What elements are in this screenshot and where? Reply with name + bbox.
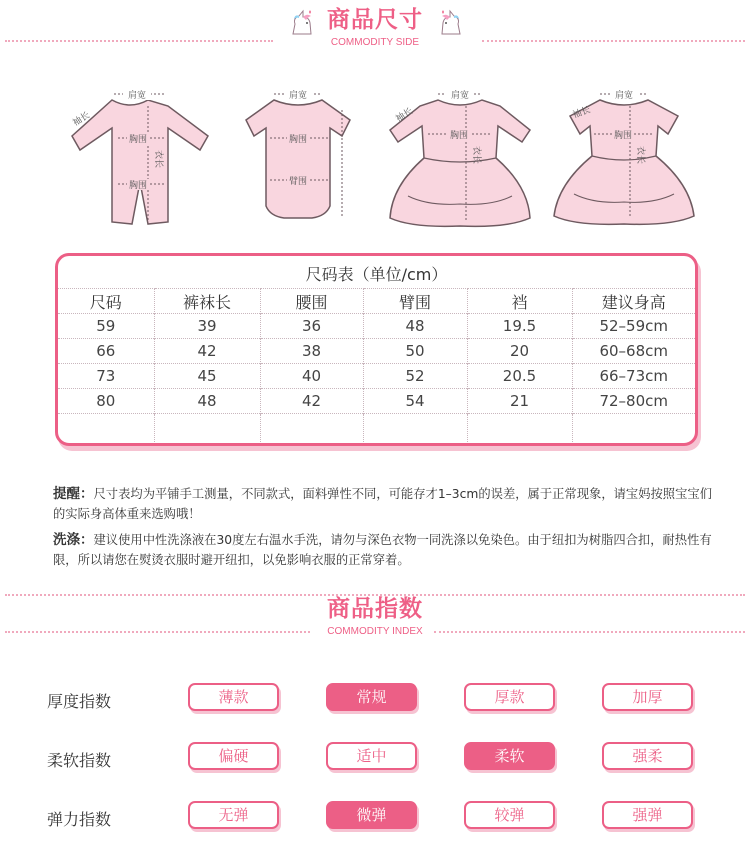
reminder-note <box>53 484 713 524</box>
long-sleeve-dress-diagram <box>388 86 533 236</box>
table-cell: 42 <box>260 389 363 414</box>
index-section-header <box>0 590 750 637</box>
table-cell: 66 <box>58 339 154 364</box>
waist-label: 胸围 <box>128 181 148 191</box>
table-cell: 60–68cm <box>572 339 695 364</box>
shoulder-label: 肩宽 <box>450 91 470 101</box>
column-header: 裆 <box>467 289 572 314</box>
size-chart-header-row <box>58 289 695 314</box>
empty-cell <box>260 414 363 442</box>
table-cell: 54 <box>363 389 467 414</box>
table-cell: 73 <box>58 364 154 389</box>
table-row <box>58 364 695 389</box>
shoulder-label: 肩宽 <box>288 91 308 101</box>
column-header: 腰围 <box>260 289 363 314</box>
table-row <box>58 389 695 414</box>
thickness-option-regular: 常规 <box>326 683 417 711</box>
long-sleeve-romper-diagram <box>60 86 220 236</box>
empty-table-row <box>58 414 695 442</box>
softness-option-medium: 适中 <box>326 742 417 770</box>
index-section-subtitle: COMMODITY INDEX <box>327 626 423 637</box>
column-header: 裤袜长 <box>154 289 260 314</box>
table-cell: 52–59cm <box>572 314 695 339</box>
wash-label: 洗涤： <box>53 532 94 548</box>
index-section-title: 商品指数 <box>327 596 423 622</box>
sleeve-label: 袖长 <box>71 110 92 129</box>
table-cell: 40 <box>260 364 363 389</box>
size-section-title: 商品尺寸 <box>327 7 423 33</box>
table-cell: 52 <box>363 364 467 389</box>
chest-label: 胸围 <box>613 131 633 141</box>
size-section-header <box>0 1 750 48</box>
shoulder-label: 肩宽 <box>127 91 147 101</box>
thickness-option-thick: 厚款 <box>464 683 555 711</box>
wash-text: 建议使用中性洗涤液在30度左右温水手洗，请勿与深色衣物一同洗涤以免染色。由于纽扣为树脂四合扣，耐热性有限，所以请您在熨烫衣服时避开纽扣，以免影响衣服的正常穿着。 <box>53 533 712 567</box>
column-header: 建议身高 <box>572 289 695 314</box>
table-cell: 48 <box>363 314 467 339</box>
short-sleeve-romper-diagram <box>244 86 354 226</box>
chest-label: 胸围 <box>128 135 148 145</box>
softness-option-very-soft: 强柔 <box>602 742 693 770</box>
table-cell: 72–80cm <box>572 389 695 414</box>
table-cell: 20.5 <box>467 364 572 389</box>
length-label: 衣长 <box>153 150 163 169</box>
reminder-text: 尺寸表均为平铺手工测量，不同款式，面料弹性不同，可能存才1–3cm的误差，属于正常现象，请宝妈按照宝宝们的实际身高体重来选购哦！ <box>53 487 712 521</box>
elasticity-option-strong: 强弹 <box>602 801 693 829</box>
shoulder-label: 肩宽 <box>614 91 634 101</box>
size-chart-table <box>58 288 695 442</box>
empty-cell <box>154 414 260 442</box>
elasticity-index-label: 弹力指数 <box>47 810 112 829</box>
empty-cell <box>363 414 467 442</box>
softness-index-row <box>0 742 750 776</box>
size-chart-caption: 尺码表（单位/cm） <box>305 265 448 284</box>
table-cell: 48 <box>154 389 260 414</box>
chest-label: 胸围 <box>449 131 469 141</box>
thickness-option-thin: 薄款 <box>188 683 279 711</box>
short-sleeve-dress-diagram <box>552 86 697 236</box>
elasticity-index-row <box>0 801 750 835</box>
table-cell: 38 <box>260 339 363 364</box>
table-cell: 39 <box>154 314 260 339</box>
size-chart-card <box>55 253 698 446</box>
chest-label: 胸围 <box>288 135 308 145</box>
elasticity-option-moderate: 较弹 <box>464 801 555 829</box>
empty-cell <box>467 414 572 442</box>
washing-note <box>53 530 713 570</box>
table-cell: 20 <box>467 339 572 364</box>
size-section-subtitle: COMMODITY SIDE <box>330 37 420 48</box>
table-cell: 45 <box>154 364 260 389</box>
table-row <box>58 339 695 364</box>
column-header: 臂围 <box>363 289 467 314</box>
table-cell: 50 <box>363 339 467 364</box>
softness-option-soft: 柔软 <box>464 742 555 770</box>
table-cell: 42 <box>154 339 260 364</box>
elasticity-option-slight: 微弹 <box>326 801 417 829</box>
empty-cell <box>58 414 154 442</box>
table-cell: 80 <box>58 389 154 414</box>
arm-label: 臂围 <box>288 177 308 187</box>
length-label: 衣长 <box>635 146 645 165</box>
thickness-option-extra-thick: 加厚 <box>602 683 693 711</box>
softness-option-hard: 偏硬 <box>188 742 279 770</box>
sleeve-label: 袖长 <box>394 106 415 125</box>
table-row <box>58 314 695 339</box>
thickness-index-label: 厚度指数 <box>47 692 112 711</box>
table-cell: 36 <box>260 314 363 339</box>
empty-cell <box>572 414 695 442</box>
elasticity-option-none: 无弹 <box>188 801 279 829</box>
softness-index-label: 柔软指数 <box>47 751 112 770</box>
thickness-index-row <box>0 683 750 717</box>
garment-diagrams <box>0 80 750 240</box>
column-header: 尺码 <box>58 289 154 314</box>
table-cell: 66–73cm <box>572 364 695 389</box>
reminder-label: 提醒： <box>53 486 94 502</box>
sleeve-label: 袖长 <box>571 105 592 121</box>
length-label: 衣长 <box>471 146 481 165</box>
table-cell: 19.5 <box>467 314 572 339</box>
table-cell: 59 <box>58 314 154 339</box>
table-cell: 21 <box>467 389 572 414</box>
